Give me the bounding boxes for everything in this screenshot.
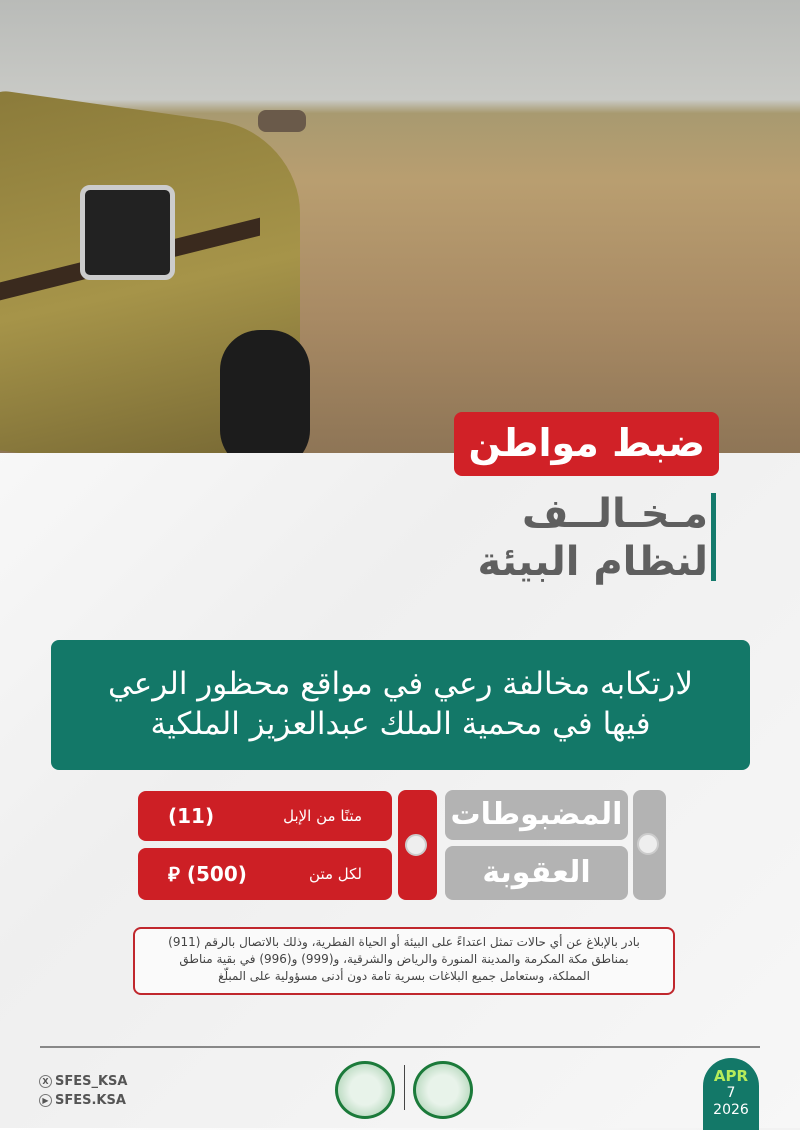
footer-divider bbox=[40, 1046, 760, 1048]
sfes-logo bbox=[335, 1061, 395, 1119]
headline: ضبط مواطن bbox=[454, 412, 719, 476]
penalty-text: لكل متن bbox=[309, 865, 362, 883]
twitter-link[interactable] bbox=[39, 1072, 127, 1091]
vehicle-wheel bbox=[220, 330, 310, 453]
youtube-icon: ▶ bbox=[39, 1094, 52, 1107]
camel-icon bbox=[637, 833, 659, 855]
subtitle bbox=[477, 490, 708, 586]
penalty-label: العقوبة bbox=[445, 846, 628, 900]
seized-text: متنًا من الإبل bbox=[283, 807, 362, 825]
description-box bbox=[51, 640, 750, 770]
money-icon-tab bbox=[398, 790, 437, 900]
camel bbox=[258, 110, 306, 132]
money-icon bbox=[405, 834, 427, 856]
seized-row bbox=[138, 791, 392, 841]
vehicle-mirror bbox=[80, 185, 175, 280]
description-line1: لارتكابه مخالفة رعي في مواقع محظور الرعي bbox=[107, 666, 694, 702]
note-line2: بمناطق مكة المكرمة والمدينة المنورة والرياض والشرقية، و(999) و(996) في بقية مناطق bbox=[179, 952, 629, 966]
seized-value: (11) bbox=[168, 804, 215, 828]
report-note bbox=[133, 927, 675, 995]
note-line1: بادر بالإبلاغ عن أي حالات تمثل اعتداءً على البيئة أو الحياة الفطرية، وذلك بالاتصال بالرقم (911) bbox=[168, 935, 640, 949]
date-badge bbox=[703, 1058, 759, 1130]
accent-bar bbox=[711, 493, 716, 581]
penalty-value: (500) ⃁ bbox=[168, 862, 247, 886]
x-icon: X bbox=[39, 1075, 52, 1088]
youtube-handle: SFES.KSA bbox=[55, 1093, 126, 1108]
hero-photo bbox=[0, 0, 800, 453]
twitter-handle: SFES_KSA bbox=[55, 1074, 128, 1089]
penalty-row bbox=[138, 848, 392, 900]
seized-icon-tab bbox=[633, 790, 666, 900]
youtube-link[interactable] bbox=[39, 1091, 127, 1110]
ministry-logo bbox=[413, 1061, 473, 1119]
date-day: 7 bbox=[726, 1085, 736, 1101]
date-year: 2026 bbox=[713, 1102, 749, 1118]
description-line2: فيها في محمية الملك عبدالعزيز الملكية bbox=[150, 706, 651, 742]
subtitle-line2: لنظام البيئة bbox=[477, 539, 708, 585]
seized-label: المضبوطات bbox=[445, 790, 628, 840]
date-month: APR bbox=[713, 1067, 749, 1085]
social-links bbox=[39, 1072, 127, 1110]
logo-separator bbox=[404, 1065, 405, 1110]
subtitle-line1: مـخـالــف bbox=[522, 491, 708, 537]
note-line3: المملكة، وستعامل جميع البلاغات بسرية تامة دون أدنى مسؤولية على المبلّغ bbox=[218, 969, 590, 983]
